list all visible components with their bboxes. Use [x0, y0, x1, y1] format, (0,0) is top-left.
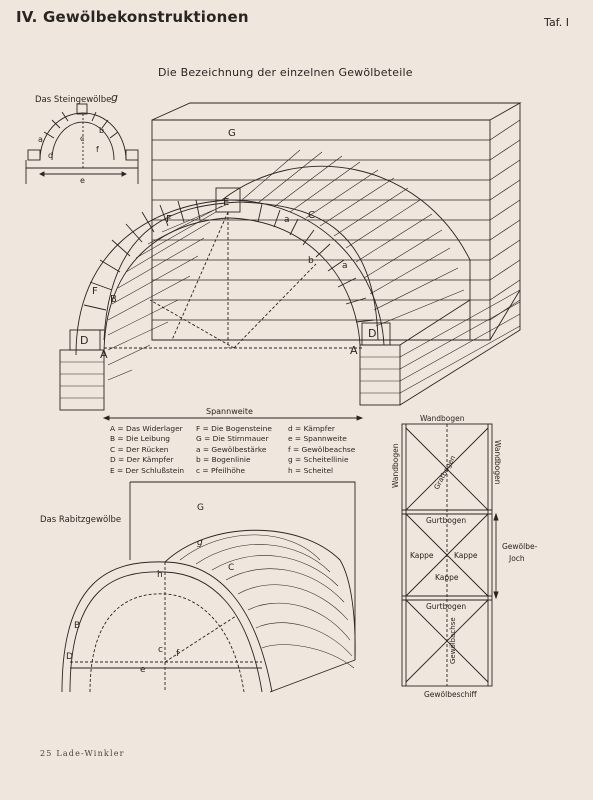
legend-item: h = Scheitel [288, 465, 334, 475]
label-b-small: b [99, 126, 105, 135]
plan-wandbogen-right: Wandbogen [493, 440, 502, 485]
label-f-rabitz: f [176, 649, 180, 659]
legend-item: E = Der Schlußstein [110, 465, 185, 475]
plan-gurtbogen-1: Gurtbogen [426, 516, 467, 525]
legend-item: g = Scheitellinie [288, 455, 349, 465]
legend-item: e = Spannweite [288, 434, 347, 444]
plan-joch-line2: Joch [509, 554, 525, 563]
legend-col-2 [196, 424, 272, 476]
label-d-small: d [48, 151, 54, 160]
label-c-small: c [80, 134, 85, 143]
fig1-title: Das Steingewölbe [35, 95, 112, 105]
legend-item: B = Die Leibung [110, 434, 170, 444]
label-D-right: D [368, 327, 377, 340]
legend-item: d = Kämpfer [288, 424, 335, 433]
legend-item: G = Die Stirnmauer [196, 434, 269, 444]
label-c-rabitz: c [158, 645, 163, 655]
plan-wandbogen-left: Wandbogen [391, 443, 400, 488]
figure-caption: Die Bezeichnung der einzelnen Gewölbeteile [158, 66, 413, 79]
plate-number: Taf. I [544, 16, 569, 29]
label-g-small: g [111, 91, 118, 104]
label-B-rabitz: B [74, 621, 81, 631]
page-footer: 25 Lade-Winkler [40, 749, 125, 758]
label-b-large: b [308, 256, 314, 266]
small-stone-arch [26, 104, 138, 184]
label-F-side: F [92, 286, 98, 297]
label-F-top: F [166, 214, 172, 225]
legend-item: f = Gewölbeachse [288, 444, 356, 454]
span-label: Spannweite [206, 407, 253, 416]
legend-col-1 [110, 424, 184, 476]
rabitz-vault [62, 482, 355, 692]
fig2-title: Das Rabitzgewölbe [40, 515, 122, 525]
legend-item: c = Pfeilhöhe [196, 465, 246, 475]
label-D-left: D [80, 334, 89, 347]
label-B: B [110, 294, 117, 305]
label-C: C [308, 210, 315, 221]
label-D-rabitz: D [66, 652, 73, 662]
plan-kappe-bottom: Kappe [435, 573, 459, 582]
label-f-small: f [96, 145, 99, 154]
label-E: E [223, 197, 230, 208]
label-h-rabitz: h [157, 570, 163, 580]
plan-gewoelbeschiff: Gewölbeschiff [424, 690, 477, 699]
legend-item: C = Der Rücken [110, 444, 169, 454]
plan-wandbogen-top: Wandbogen [420, 414, 465, 423]
label-a-large1: a [284, 215, 290, 225]
legend-item: D = Der Kämpfer [110, 455, 174, 465]
label-e-rabitz: e [140, 665, 146, 675]
plan-gewoelbachse: Gewölbachse [449, 617, 457, 664]
label-g-rabitz: g [197, 538, 203, 548]
plan-gurtbogen-2: Gurtbogen [426, 602, 467, 611]
label-A-right: A [350, 344, 358, 357]
label-C-rabitz: C [228, 563, 235, 573]
plan-joch-line1: Gewölbe- [502, 542, 538, 551]
legend-item: b = Bogenlinie [196, 455, 251, 465]
page-title: IV. Gewölbekonstruktionen [16, 8, 249, 26]
label-G-rabitz: G [197, 503, 204, 513]
legend-item: A = Das Widerlager [110, 424, 183, 433]
large-stone-vault [60, 103, 520, 420]
label-e-small: e [80, 176, 85, 185]
legend-col-3 [288, 424, 355, 476]
label-A-left: A [100, 348, 108, 361]
plan-kappe-right: Kappe [454, 551, 478, 560]
plan-gratbogen: Gratbogen [432, 454, 458, 491]
legend-item: F = Die Bogensteine [196, 424, 272, 433]
label-a-small: a [38, 135, 43, 144]
plan-kappe-left: Kappe [410, 551, 434, 560]
legend-item: a = Gewölbestärke [196, 444, 267, 454]
label-G: G [228, 128, 236, 139]
label-a-large2: a [342, 261, 348, 271]
